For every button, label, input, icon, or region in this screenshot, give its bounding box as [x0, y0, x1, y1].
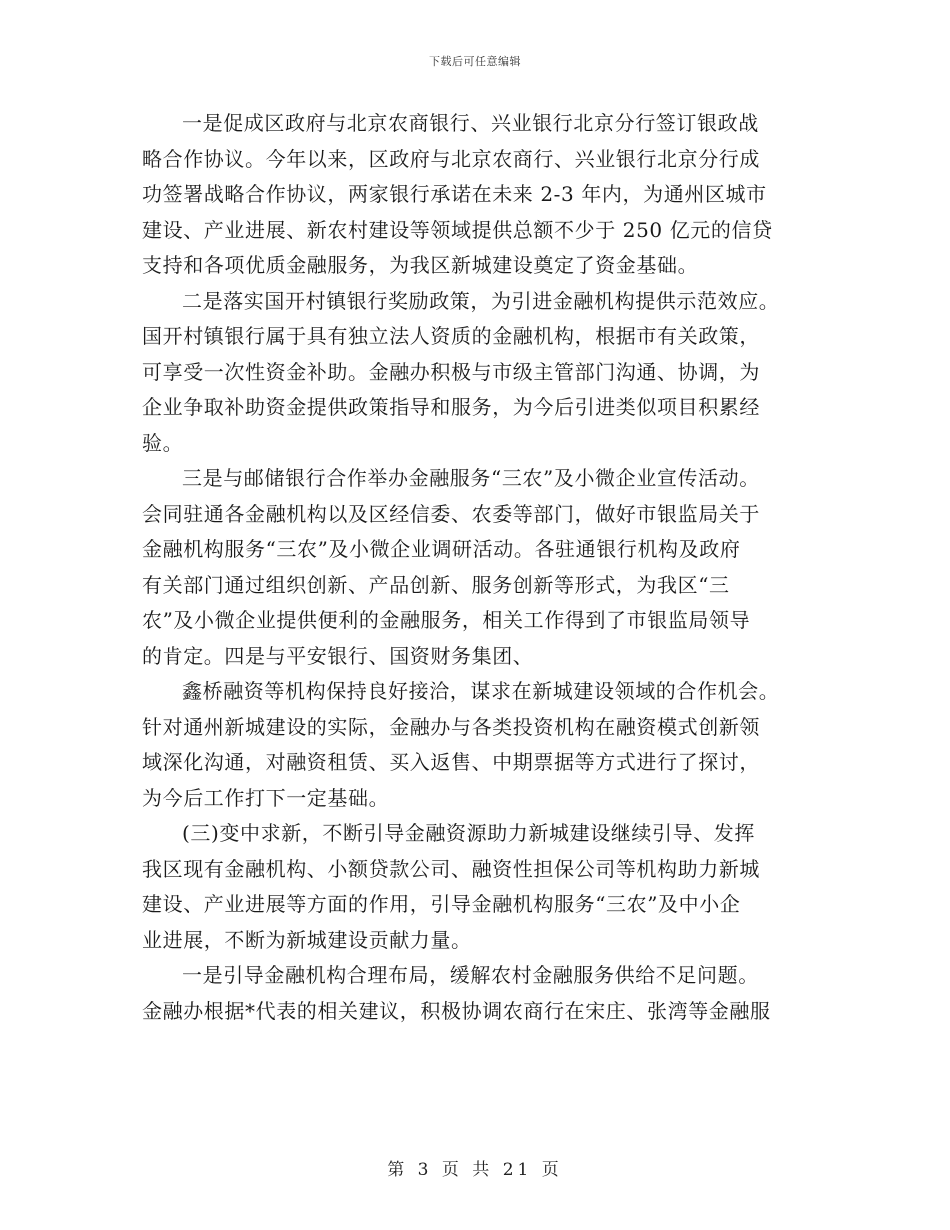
text-line: 业进展，不断为新城建设贡献力量。: [142, 927, 472, 952]
text-line: 金融机构服务“三农”及小微企业调研活动。各驻通银行机构及政府: [142, 537, 741, 561]
text-line: 农”及小微企业提供便利的金融服务，相关工作得到了市银监局领导: [142, 608, 751, 632]
paragraph-6: [142, 958, 814, 1029]
text-line: 有关部门通过组织创新、产品创新、服务创新等形式，为我区“三: [142, 572, 730, 597]
text-line: 建设、产业进展等方面的作用，引导金融机构服务“三农”及中小企: [142, 892, 741, 916]
page-header: 下载后可任意编辑: [429, 55, 521, 68]
paragraph-2: [142, 284, 814, 462]
text-line: 我区现有金融机构、小额贷款公司、融资性担保公司等机构助力新城: [142, 856, 760, 881]
text-line: 鑫桥融资等机构保持良好接洽，谋求在新城建设领域的合作机会。: [182, 679, 780, 703]
text-line: 支持和各项优质金融服务，为我区新城建设奠定了资金基础。: [142, 253, 699, 277]
text-line: 一是促成区政府与北京农商银行、兴业银行北京分行签订银政战: [182, 111, 759, 135]
text-line: 三是与邮储银行合作举办金融服务“三农”及小微企业宣传活动。: [182, 466, 760, 490]
text-line: 验。: [142, 430, 184, 455]
page-number-footer: 第 3 页 共 21 页: [387, 1160, 563, 1180]
text-line: (三)变中求新，不断引导金融资源助力新城建设继续引导、发挥: [182, 821, 756, 845]
paragraph-4: [142, 674, 814, 816]
paragraph-1: [142, 106, 814, 284]
document-body: [142, 106, 814, 1029]
text-line: 一是引导金融机构合理布局，缓解农村金融服务供给不足问题。: [182, 963, 759, 987]
text-line: 可享受一次性资金补助。金融办积极与市级主管部门沟通、协调，为: [142, 359, 760, 384]
paragraph-3: [142, 461, 814, 674]
text-line: 略合作协议。今年以来，区政府与北京农商行、兴业银行北京分行成: [142, 146, 760, 171]
text-line: 会同驻通各金融机构以及区经信委、农委等部门，做好市银监局关于: [142, 501, 760, 526]
paragraph-5: [142, 816, 814, 958]
text-line: 功签署战略合作协议，两家银行承诺在未来 2-3 年内，为通州区城市: [142, 182, 767, 206]
text-line: 域深化沟通，对融资租赁、买入返售、中期票据等方式进行了探讨，: [142, 750, 760, 774]
text-line: 为今后工作打下一定基础。: [142, 785, 390, 810]
text-line: 企业争取补助资金提供政策指导和服务，为今后引进类似项目积累经: [142, 395, 760, 419]
text-line: 建设、产业进展、新农村建设等领域提供总额不少于 250 亿元的信贷: [142, 217, 773, 242]
text-line: 二是落实国开村镇银行奖励政策，为引进金融机构提供示范效应。: [182, 288, 780, 313]
text-line: 针对通州新城建设的实际，金融办与各类投资机构在融资模式创新领: [142, 714, 760, 739]
text-line: 的肯定。四是与平安银行、国资财务集团、: [142, 643, 534, 668]
text-line: 金融办根据*代表的相关建议，积极协调农商行在宋庄、张湾等金融服: [142, 998, 771, 1023]
text-line: 国开村镇银行属于具有独立法人资质的金融机构，根据市有关政策，: [142, 324, 760, 348]
